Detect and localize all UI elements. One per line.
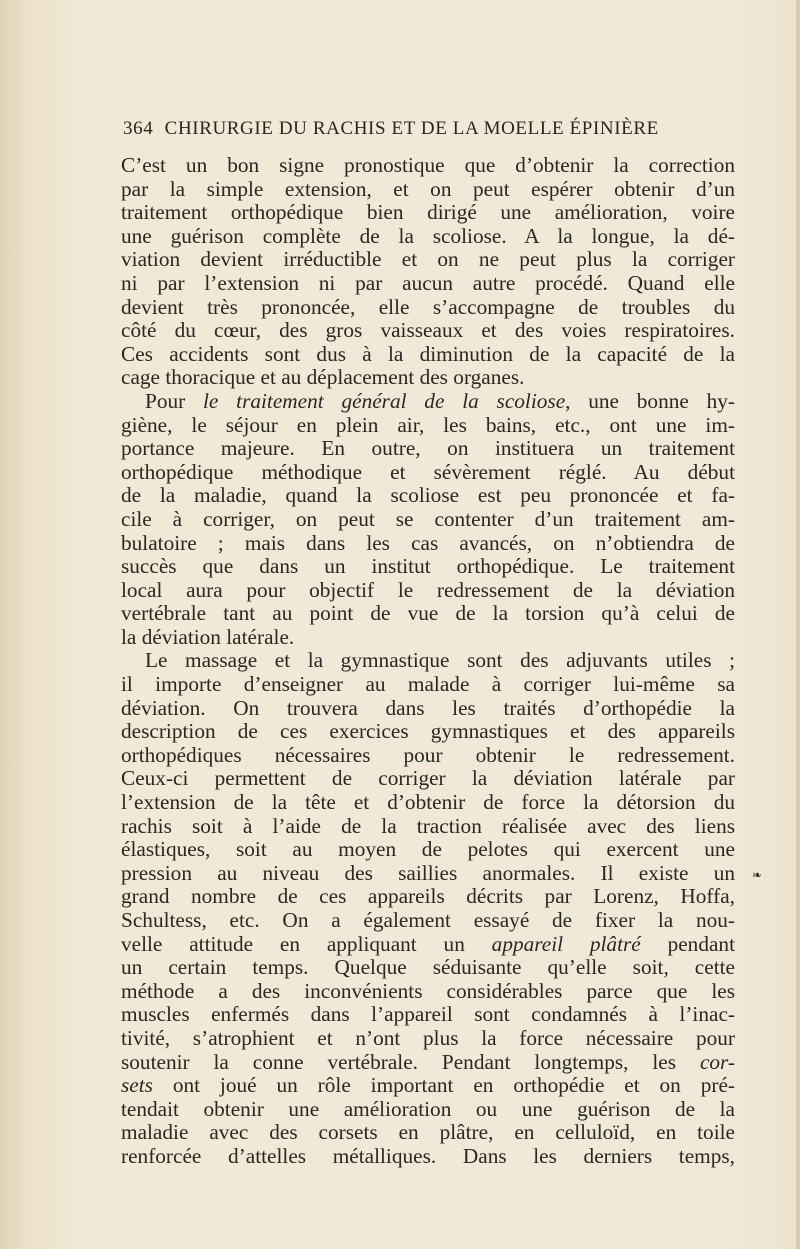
text-line xyxy=(121,1074,735,1098)
body-text xyxy=(121,154,735,1169)
italic-run: cor- xyxy=(699,1049,735,1074)
italic-run: appareil plâtré xyxy=(491,931,641,956)
text-run: velle attitude en appliquant un xyxy=(121,931,492,956)
running-title: CHIRURGIE DU RACHIS ET DE LA MOELLE ÉPINIÈRE xyxy=(164,118,659,139)
text-run: déviation. On trouvera dans les traités d’orthopédie la xyxy=(121,695,735,720)
text-line xyxy=(121,1027,735,1051)
text-line xyxy=(121,508,735,532)
italic-run: le traitement général de la scoliose xyxy=(203,388,566,413)
text-line xyxy=(121,602,735,626)
text-line xyxy=(121,178,735,202)
text-run: maladie avec des corsets en plâtre, en celluloïd, en toile xyxy=(121,1120,735,1145)
text-run: élastiques, soit au moyen de pelotes qui exercent une xyxy=(121,837,735,862)
text-run: soutenir la conne vertébrale. Pendant longtemps, les xyxy=(121,1049,700,1074)
text-line xyxy=(121,343,735,367)
text-run: ont joué un rôle important en orthopédie et on pré- xyxy=(152,1073,735,1098)
text-line xyxy=(121,885,735,909)
text-run: par la simple extension, et on peut espérer obtenir d’un xyxy=(121,176,735,201)
text-line xyxy=(121,838,735,862)
text-line xyxy=(121,248,735,272)
text-run: local aura pour objectif le redressement de la déviation xyxy=(121,577,735,602)
text-run: , une bonne hy- xyxy=(565,388,735,413)
text-run: Le massage et la gymnastique sont des adjuvants utiles ; xyxy=(145,648,735,673)
text-line xyxy=(121,225,735,249)
margin-mark: ❧ xyxy=(752,868,763,882)
text-run: devient très prononcée, elle s’accompagne de troubles du xyxy=(121,294,735,319)
text-run: cile à corriger, on peut se contenter d’un traitement am- xyxy=(121,506,735,531)
text-line xyxy=(121,272,735,296)
text-line xyxy=(121,390,735,414)
text-line xyxy=(121,673,735,697)
text-line xyxy=(121,767,735,791)
text-run: orthopédique méthodique et sévèrement réglé. Au début xyxy=(121,459,735,484)
text-run: Schultess, etc. On a également essayé de fixer la nou- xyxy=(121,908,735,932)
text-run: pression au niveau des saillies anormales. Il existe un xyxy=(121,860,735,885)
page-edge xyxy=(796,0,800,1249)
text-run: succès que dans un institut orthopédique. Le traitement xyxy=(121,554,735,579)
italic-run: sets xyxy=(121,1073,153,1098)
text-line xyxy=(121,697,735,721)
text-run: giène, le séjour en plein air, les bains, etc., ont une im- xyxy=(121,412,735,437)
text-run: description de ces exercices gymnastiques et des appareils xyxy=(121,719,735,744)
text-run: bulatoire ; mais dans les cas avancés, on n’obtiendra de xyxy=(121,530,735,555)
text-run: de la maladie, quand la scoliose est peu prononcée et fa- xyxy=(121,483,735,508)
text-run: viation devient irréductible et on ne peut plus la corriger xyxy=(121,247,735,272)
text-line xyxy=(121,201,735,225)
text-run: traitement orthopédique bien dirigé une amélioration, voire xyxy=(121,200,735,225)
text-line xyxy=(121,1121,735,1145)
text-run: cage thoracique et au déplacement des organes. xyxy=(121,365,525,390)
text-line xyxy=(121,791,735,815)
text-line xyxy=(121,555,735,579)
text-line xyxy=(121,815,735,839)
text-line xyxy=(121,1051,735,1075)
text-line xyxy=(121,1003,735,1027)
text-line xyxy=(121,154,735,178)
text-run: il importe d’enseigner au malade à corriger lui-même sa xyxy=(121,672,735,697)
text-run: Pour xyxy=(145,388,204,413)
text-line xyxy=(121,933,735,957)
text-run: C’est un bon signe pronostique que d’obtenir la correction xyxy=(121,153,735,177)
text-run: portance majeure. En outre, on instituera un traitement xyxy=(121,436,735,461)
text-run: un certain temps. Quelque séduisante qu’elle soit, cette xyxy=(121,955,735,980)
text-line xyxy=(121,909,735,933)
text-run: orthopédiques nécessaires pour obtenir le redressement. xyxy=(121,742,735,767)
text-line xyxy=(121,956,735,980)
text-line xyxy=(121,532,735,556)
text-line xyxy=(121,862,735,886)
text-run: pendant xyxy=(640,931,735,956)
text-line xyxy=(121,626,735,650)
text-line xyxy=(121,1098,735,1122)
text-run: vertébrale tant au point de vue de la torsion qu’à celui de xyxy=(121,601,735,626)
text-run: tendait obtenir une amélioration ou une guérison de la xyxy=(121,1096,735,1121)
text-line xyxy=(121,366,735,390)
text-line xyxy=(121,649,735,673)
text-run: la déviation latérale. xyxy=(121,624,295,649)
text-line xyxy=(121,484,735,508)
text-line xyxy=(121,980,735,1004)
text-run: muscles enfermés dans l’appareil sont condamnés à l’inac- xyxy=(121,1002,735,1027)
text-line xyxy=(121,720,735,744)
text-line xyxy=(121,579,735,603)
text-run: l’extension de la tête et d’obtenir de force la détorsion du xyxy=(121,790,735,815)
text-line xyxy=(121,744,735,768)
text-line xyxy=(121,1145,735,1169)
text-run: Ces accidents sont dus à la diminution de la capacité de la xyxy=(121,341,735,366)
text-run: renforcée d’attelles métalliques. Dans les derniers temps, xyxy=(121,1143,735,1168)
text-line xyxy=(121,296,735,320)
text-line xyxy=(121,414,735,438)
text-run: Ceux-ci permettent de corriger la déviation latérale par xyxy=(121,766,735,791)
text-run: côté du cœur, des gros vaisseaux et des voies respiratoires. xyxy=(121,318,735,343)
page-number: 364 xyxy=(123,118,154,139)
text-run: une guérison complète de la scoliose. A la longue, la dé- xyxy=(121,223,735,248)
text-line xyxy=(121,319,735,343)
text-run: tivité, s’atrophient et n’ont plus la force nécessaire pour xyxy=(121,1025,735,1050)
text-line xyxy=(121,461,735,485)
text-run: grand nombre de ces appareils décrits par Lorenz, Hoffa, xyxy=(121,884,735,909)
text-line xyxy=(121,437,735,461)
text-run: rachis soit à l’aide de la traction réalisée avec des liens xyxy=(121,813,735,838)
running-head xyxy=(123,118,733,140)
text-run: ni par l’extension ni par aucun autre procédé. Quand elle xyxy=(121,270,735,295)
text-run: méthode a des inconvénients considérables parce que les xyxy=(121,978,735,1003)
